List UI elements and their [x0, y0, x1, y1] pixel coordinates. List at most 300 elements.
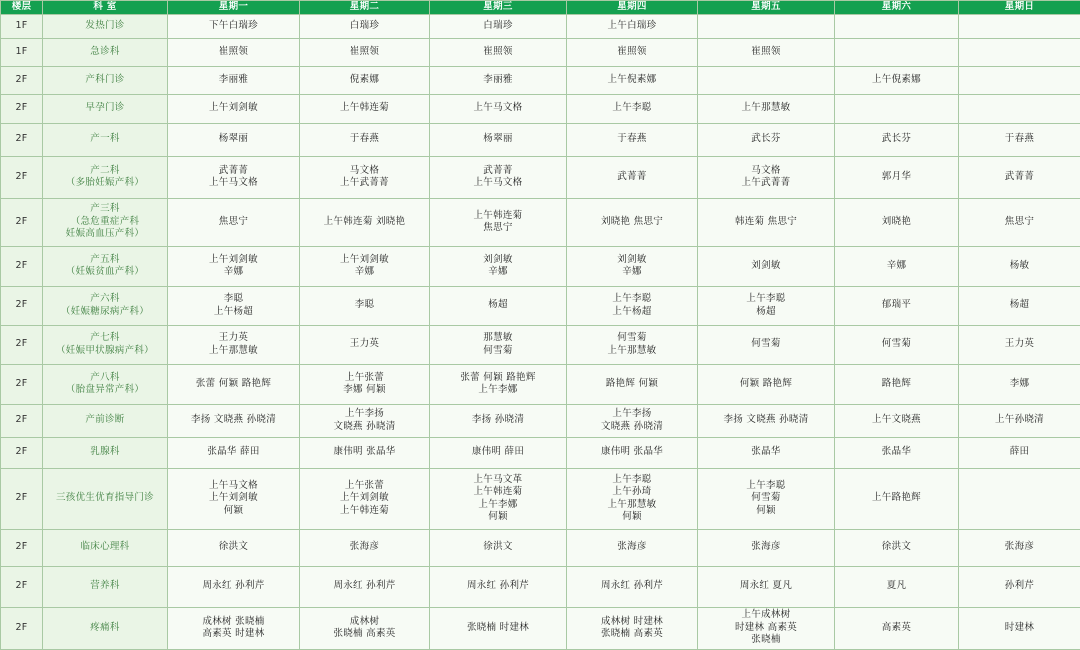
department-cell	[43, 66, 168, 94]
schedule-cell	[959, 14, 1080, 38]
schedule-cell	[959, 66, 1080, 94]
doctor-entry: 辛娜	[168, 266, 299, 279]
schedule-cell	[300, 404, 430, 437]
table-row	[1, 156, 1080, 198]
schedule-cell	[959, 38, 1080, 66]
doctor-entry: 何颖	[698, 505, 834, 518]
doctor-entry: 李娜	[959, 378, 1080, 391]
header-friday: 星期五	[698, 1, 835, 15]
schedule-cell	[300, 14, 430, 38]
doctor-entry: 徐洪文	[835, 541, 958, 554]
schedule-cell	[168, 66, 300, 94]
department-cell	[43, 14, 168, 38]
schedule-cell	[168, 246, 300, 286]
doctor-entry: 张晶华 薛田	[168, 446, 299, 459]
table-row	[1, 529, 1080, 566]
doctor-entry: 上午李聪	[567, 293, 697, 306]
schedule-cell	[698, 566, 835, 607]
department-name-line: 产三科	[43, 203, 167, 216]
doctor-entry: 崔照领	[430, 46, 566, 59]
schedule-cell	[168, 14, 300, 38]
doctor-entry: 韩连菊 焦思宁	[698, 216, 834, 229]
schedule-cell	[300, 529, 430, 566]
schedule-cell	[567, 364, 698, 404]
doctor-entry: 康伟明 张晶华	[300, 446, 429, 459]
doctor-entry: 辛娜	[835, 260, 958, 273]
schedule-cell	[698, 94, 835, 123]
schedule-cell	[835, 66, 959, 94]
doctor-entry: 上午倪素娜	[567, 74, 697, 87]
table-row	[1, 404, 1080, 437]
doctor-entry: 崔照领	[300, 46, 429, 59]
department-name-line: （胎盘异常产科）	[43, 384, 167, 397]
schedule-cell	[835, 468, 959, 529]
doctor-entry: 李扬 文晓燕 孙晓清	[698, 414, 834, 427]
doctor-entry: 夏凡	[835, 580, 958, 593]
schedule-cell	[835, 14, 959, 38]
department-name-line: 乳腺科	[43, 446, 167, 459]
schedule-cell	[567, 286, 698, 325]
schedule-cell	[959, 607, 1080, 649]
doctor-entry: 文晓燕 孙晓清	[567, 421, 697, 434]
doctor-entry: 武菁菁	[567, 171, 697, 184]
schedule-cell	[698, 529, 835, 566]
doctor-entry: 上午张蕾	[300, 480, 429, 493]
department-cell	[43, 198, 168, 246]
doctor-entry: 杨超	[430, 299, 566, 312]
schedule-cell	[168, 123, 300, 156]
schedule-cell	[567, 38, 698, 66]
header-department: 科 室	[43, 1, 168, 15]
doctor-entry: 李聪	[168, 293, 299, 306]
schedule-cell	[959, 437, 1080, 468]
schedule-cell	[430, 66, 567, 94]
floor-cell: 2F	[1, 529, 43, 566]
schedule-cell	[835, 529, 959, 566]
schedule-cell	[430, 364, 567, 404]
doctor-entry: 上午李娜	[430, 499, 566, 512]
doctor-entry: 何雪菊	[698, 492, 834, 505]
doctor-entry: 何颖 路艳辉	[698, 378, 834, 391]
department-name-line: 产二科	[43, 165, 167, 178]
table-row	[1, 66, 1080, 94]
department-name-line: 产八科	[43, 372, 167, 385]
doctor-entry: 马文格	[300, 165, 429, 178]
schedule-cell	[430, 123, 567, 156]
doctor-entry: 张海彦	[698, 541, 834, 554]
header-monday: 星期一	[168, 1, 300, 15]
doctor-entry: 上午那慧敏	[698, 102, 834, 115]
schedule-cell	[835, 246, 959, 286]
schedule-cell	[698, 286, 835, 325]
schedule-cell	[698, 156, 835, 198]
doctor-entry: 上午李聪	[698, 480, 834, 493]
doctor-entry: 成林树 张晓楠	[168, 616, 299, 629]
doctor-entry: 上午孙晓清	[959, 414, 1080, 427]
doctor-entry: 上午那慧敏	[567, 345, 697, 358]
doctor-entry: 上午杨超	[567, 306, 697, 319]
doctor-entry: 上午武菁菁	[698, 177, 834, 190]
department-name-line: 产前诊断	[43, 414, 167, 427]
doctor-entry: 崔照领	[168, 46, 299, 59]
schedule-cell	[430, 566, 567, 607]
schedule-cell	[168, 198, 300, 246]
table-row	[1, 437, 1080, 468]
department-name-line: 产七科	[43, 332, 167, 345]
schedule-cell	[959, 529, 1080, 566]
department-cell	[43, 566, 168, 607]
schedule-cell	[959, 566, 1080, 607]
doctor-entry: 杨翠丽	[430, 133, 566, 146]
schedule-cell	[835, 437, 959, 468]
doctor-entry: 王力英	[300, 338, 429, 351]
doctor-entry: 张海彦	[300, 541, 429, 554]
schedule-cell	[835, 38, 959, 66]
schedule-cell	[300, 123, 430, 156]
doctor-entry: 何颖	[567, 511, 697, 524]
schedule-cell	[698, 14, 835, 38]
doctor-entry: 薛田	[959, 446, 1080, 459]
schedule-cell	[835, 607, 959, 649]
doctor-entry: 张海彦	[959, 541, 1080, 554]
department-name-line: 临床心理科	[43, 541, 167, 554]
schedule-cell	[300, 38, 430, 66]
doctor-entry: 上午孙琦	[567, 486, 697, 499]
doctor-entry: 上午武菁菁	[300, 177, 429, 190]
schedule-cell	[835, 156, 959, 198]
doctor-entry: 何雪菊	[835, 338, 958, 351]
table-row	[1, 14, 1080, 38]
schedule-body	[1, 14, 1080, 649]
floor-cell: 1F	[1, 14, 43, 38]
department-cell	[43, 246, 168, 286]
schedule-cell	[300, 94, 430, 123]
doctor-entry: 那慧敏	[430, 332, 566, 345]
doctor-entry: 王力英	[168, 332, 299, 345]
floor-cell: 1F	[1, 38, 43, 66]
doctor-entry: 辛娜	[567, 266, 697, 279]
schedule-cell	[835, 364, 959, 404]
department-name-line: 妊娠高血压产科）	[43, 228, 167, 241]
doctor-entry: 杨敏	[959, 260, 1080, 273]
doctor-entry: 杨翠丽	[168, 133, 299, 146]
schedule-cell	[835, 198, 959, 246]
doctor-entry: 上午张蕾	[300, 372, 429, 385]
table-row	[1, 123, 1080, 156]
floor-cell: 2F	[1, 123, 43, 156]
schedule-cell	[835, 123, 959, 156]
floor-cell: 2F	[1, 437, 43, 468]
doctor-entry: 上午李聪	[567, 102, 697, 115]
doctor-entry: 李丽雅	[430, 74, 566, 87]
doctor-entry: 于春燕	[959, 133, 1080, 146]
schedule-cell	[959, 286, 1080, 325]
doctor-entry: 下午白瑞珍	[168, 20, 299, 33]
department-name-line: 产一科	[43, 133, 167, 146]
schedule-cell	[168, 94, 300, 123]
doctor-entry: 焦思宁	[959, 216, 1080, 229]
schedule-cell	[959, 364, 1080, 404]
schedule-cell	[300, 325, 430, 364]
doctor-entry: 李扬 孙晓清	[430, 414, 566, 427]
header-sunday: 星期日	[959, 1, 1080, 15]
doctor-entry: 何雪菊	[698, 338, 834, 351]
doctor-entry: 时建林 高素英	[698, 622, 834, 635]
department-name-line: 发热门诊	[43, 20, 167, 33]
doctor-entry: 杨超	[959, 299, 1080, 312]
doctor-entry: 张晶华	[698, 446, 834, 459]
schedule-cell	[300, 156, 430, 198]
department-name-line: （妊娠糖尿病产科）	[43, 306, 167, 319]
floor-cell: 2F	[1, 246, 43, 286]
doctor-entry: 张晓楠 高素英	[567, 628, 697, 641]
doctor-entry: 上午路艳辉	[835, 492, 958, 505]
doctor-entry: 倪素娜	[300, 74, 429, 87]
doctor-entry: 高素英	[835, 622, 958, 635]
schedule-cell	[567, 404, 698, 437]
floor-cell: 2F	[1, 404, 43, 437]
doctor-entry: 张海彦	[567, 541, 697, 554]
schedule-cell	[300, 437, 430, 468]
schedule-cell	[300, 468, 430, 529]
schedule-cell	[698, 38, 835, 66]
doctor-entry: 张蕾 何颖 路艳辉	[168, 378, 299, 391]
schedule-cell	[430, 325, 567, 364]
schedule-cell	[168, 468, 300, 529]
schedule-cell	[959, 198, 1080, 246]
doctor-entry: 崔照领	[567, 46, 697, 59]
doctor-entry: 上午文晓燕	[835, 414, 958, 427]
schedule-cell	[698, 66, 835, 94]
schedule-cell	[300, 566, 430, 607]
schedule-cell	[567, 468, 698, 529]
schedule-cell	[430, 38, 567, 66]
header-row	[1, 1, 1080, 15]
schedule-cell	[567, 246, 698, 286]
doctor-entry: 路艳辉	[835, 378, 958, 391]
department-cell	[43, 468, 168, 529]
doctor-entry: 上午马文格	[430, 177, 566, 190]
department-cell	[43, 529, 168, 566]
department-name-line: （妊娠贫血产科）	[43, 266, 167, 279]
schedule-cell	[430, 94, 567, 123]
doctor-entry: 李娜 何颖	[300, 384, 429, 397]
doctor-entry: 何颖	[168, 505, 299, 518]
department-cell	[43, 38, 168, 66]
doctor-entry: 杨超	[698, 306, 834, 319]
doctor-entry: 上午韩连菊	[300, 505, 429, 518]
doctor-entry: 上午李娜	[430, 384, 566, 397]
department-cell	[43, 404, 168, 437]
schedule-cell	[835, 325, 959, 364]
department-cell	[43, 286, 168, 325]
schedule-cell	[959, 156, 1080, 198]
schedule-cell	[430, 156, 567, 198]
department-name-line: 急诊科	[43, 46, 167, 59]
doctor-entry: 路艳辉 何颖	[567, 378, 697, 391]
doctor-entry: 上午马文革	[430, 474, 566, 487]
doctor-entry: 上午韩连菊	[430, 486, 566, 499]
doctor-entry: 张晶华	[835, 446, 958, 459]
doctor-entry: 张晓楠 高素英	[300, 628, 429, 641]
department-name-line: 产科门诊	[43, 74, 167, 87]
doctor-entry: 成林树 时建林	[567, 616, 697, 629]
schedule-cell	[300, 364, 430, 404]
doctor-entry: 时建林	[959, 622, 1080, 635]
doctor-entry: 上午倪素娜	[835, 74, 958, 87]
schedule-cell	[567, 607, 698, 649]
schedule-cell	[959, 325, 1080, 364]
doctor-entry: 王力英	[959, 338, 1080, 351]
schedule-cell	[698, 123, 835, 156]
doctor-entry: 上午马文格	[168, 480, 299, 493]
schedule-cell	[567, 529, 698, 566]
schedule-cell	[168, 286, 300, 325]
doctor-entry: 于春燕	[300, 133, 429, 146]
schedule-cell	[959, 246, 1080, 286]
doctor-entry: 上午白瑞珍	[567, 20, 697, 33]
department-name-line: 产五科	[43, 254, 167, 267]
schedule-cell	[698, 468, 835, 529]
doctor-entry: 文晓燕 孙晓清	[300, 421, 429, 434]
doctor-entry: 李聪	[300, 299, 429, 312]
doctor-entry: 武菁菁	[168, 165, 299, 178]
doctor-entry: 何颖	[430, 511, 566, 524]
doctor-entry: 上午刘剑敏	[300, 492, 429, 505]
doctor-entry: 上午刘剑敏	[168, 492, 299, 505]
schedule-cell	[168, 38, 300, 66]
doctor-entry: 上午刘剑敏	[300, 254, 429, 267]
schedule-cell	[300, 607, 430, 649]
doctor-entry: 张晓楠	[698, 634, 834, 647]
table-row	[1, 566, 1080, 607]
header-wednesday: 星期三	[430, 1, 567, 15]
schedule-cell	[430, 198, 567, 246]
schedule-cell	[835, 94, 959, 123]
doctor-entry: 武菁菁	[430, 165, 566, 178]
doctor-entry: 上午刘剑敏	[168, 254, 299, 267]
schedule-cell	[959, 468, 1080, 529]
schedule-cell	[430, 286, 567, 325]
doctor-entry: 上午李扬	[300, 408, 429, 421]
doctor-entry: 马文格	[698, 165, 834, 178]
table-row	[1, 38, 1080, 66]
department-name-line: 产六科	[43, 293, 167, 306]
schedule-cell	[835, 286, 959, 325]
schedule-cell	[300, 286, 430, 325]
schedule-cell	[168, 566, 300, 607]
department-cell	[43, 94, 168, 123]
doctor-entry: 刘剑敏	[430, 254, 566, 267]
doctor-entry: 徐洪文	[430, 541, 566, 554]
schedule-cell	[168, 364, 300, 404]
department-cell	[43, 364, 168, 404]
department-name-line: （多胎妊娠产科）	[43, 177, 167, 190]
schedule-cell	[698, 325, 835, 364]
table-row	[1, 607, 1080, 649]
doctor-entry: 上午李聪	[567, 474, 697, 487]
doctor-entry: 上午韩连菊	[430, 210, 566, 223]
table-row	[1, 364, 1080, 404]
schedule-cell	[567, 66, 698, 94]
schedule-cell	[430, 437, 567, 468]
doctor-entry: 成林树	[300, 616, 429, 629]
department-name-line: 三孩优生优育指导门诊	[43, 492, 167, 505]
doctor-entry: 崔照领	[698, 46, 834, 59]
doctor-entry: 武长芬	[698, 133, 834, 146]
schedule-cell	[835, 566, 959, 607]
header-tuesday: 星期二	[300, 1, 430, 15]
doctor-entry: 徐洪文	[168, 541, 299, 554]
floor-cell: 2F	[1, 566, 43, 607]
schedule-cell	[698, 437, 835, 468]
table-row	[1, 468, 1080, 529]
department-cell	[43, 325, 168, 364]
floor-cell: 2F	[1, 94, 43, 123]
department-name-line: 营养科	[43, 580, 167, 593]
doctor-entry: 高素英 时建林	[168, 628, 299, 641]
floor-cell: 2F	[1, 156, 43, 198]
schedule-cell	[430, 14, 567, 38]
doctor-entry: 周永红 孙利芹	[168, 580, 299, 593]
schedule-cell	[698, 198, 835, 246]
schedule-cell	[698, 364, 835, 404]
doctor-entry: 于春燕	[567, 133, 697, 146]
schedule-cell	[698, 607, 835, 649]
doctor-entry: 何雪菊	[430, 345, 566, 358]
schedule-cell	[567, 566, 698, 607]
department-name-line: 疼痛科	[43, 622, 167, 635]
schedule-cell	[430, 607, 567, 649]
doctor-entry: 白瑞珍	[300, 20, 429, 33]
table-row	[1, 246, 1080, 286]
doctor-entry: 李丽雅	[168, 74, 299, 87]
header-saturday: 星期六	[835, 1, 959, 15]
doctor-entry: 张蕾 何颖 路艳辉	[430, 372, 566, 385]
doctor-entry: 上午刘剑敏	[168, 102, 299, 115]
schedule-cell	[567, 198, 698, 246]
doctor-entry: 焦思宁	[430, 222, 566, 235]
doctor-entry: 刘晓艳	[835, 216, 958, 229]
doctor-entry: 周永红 孙利芹	[430, 580, 566, 593]
doctor-entry: 上午马文格	[168, 177, 299, 190]
schedule-cell	[567, 94, 698, 123]
doctor-entry: 康伟明 薛田	[430, 446, 566, 459]
doctor-entry: 上午那慧敏	[567, 499, 697, 512]
doctor-entry: 周永红 孙利芹	[567, 580, 697, 593]
doctor-entry: 焦思宁	[168, 216, 299, 229]
department-name-line: （急危重症产科	[43, 216, 167, 229]
schedule-cell	[300, 246, 430, 286]
table-row	[1, 198, 1080, 246]
table-row	[1, 325, 1080, 364]
doctor-entry: 白瑞珍	[430, 20, 566, 33]
schedule-cell	[300, 198, 430, 246]
doctor-entry: 上午杨超	[168, 306, 299, 319]
schedule-cell	[430, 246, 567, 286]
doctor-entry: 刘晓艳 焦思宁	[567, 216, 697, 229]
department-name-line: （妊娠甲状腺病产科）	[43, 345, 167, 358]
schedule-cell	[168, 607, 300, 649]
doctor-entry: 上午韩连菊	[300, 102, 429, 115]
floor-cell: 2F	[1, 198, 43, 246]
doctor-entry: 上午李聪	[698, 293, 834, 306]
table-row	[1, 286, 1080, 325]
doctor-entry: 周永红 孙利芹	[300, 580, 429, 593]
department-cell	[43, 156, 168, 198]
schedule-cell	[430, 529, 567, 566]
header-thursday: 星期四	[567, 1, 698, 15]
